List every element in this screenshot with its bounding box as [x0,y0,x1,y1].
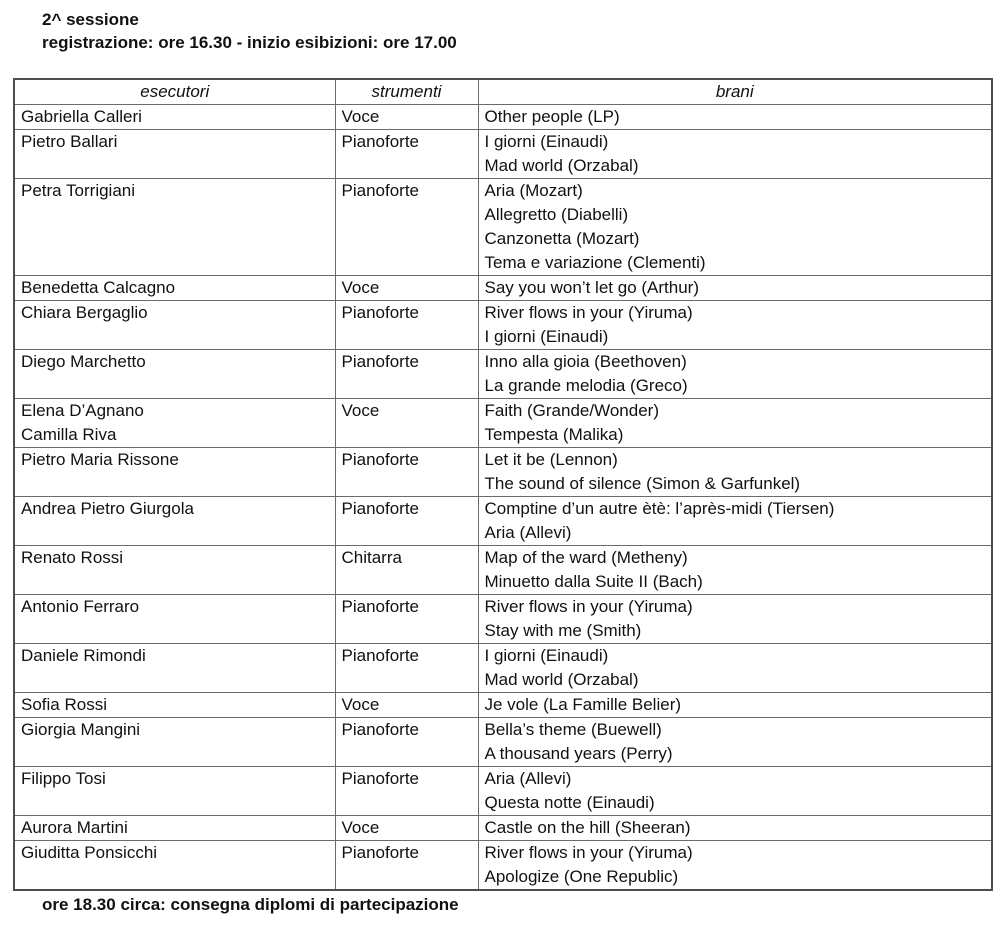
brani-cell: Castle on the hill (Sheeran) [478,816,992,841]
esecutori-cell: Chiara Bergaglio [14,301,335,350]
column-header-strumenti: strumenti [335,79,478,105]
brani-cell: Map of the ward (Metheny) Minuetto dalla Suite II (Bach) [478,546,992,595]
table-row [14,595,992,644]
esecutori-cell: Renato Rossi [14,546,335,595]
strumenti-cell: Pianoforte [335,718,478,767]
strumenti-cell: Voce [335,276,478,301]
header-row [14,79,992,105]
esecutori-cell: Benedetta Calcagno [14,276,335,301]
brani-cell: River flows in your (Yiruma) Stay with me (Smith) [478,595,992,644]
esecutori-cell: Aurora Martini [14,816,335,841]
strumenti-cell: Pianoforte [335,448,478,497]
esecutori-cell: Giuditta Ponsicchi [14,841,335,891]
page-header [42,8,457,54]
strumenti-cell: Pianoforte [335,130,478,179]
strumenti-cell: Pianoforte [335,841,478,891]
table-row [14,105,992,130]
strumenti-cell: Pianoforte [335,497,478,546]
esecutori-cell: Diego Marchetto [14,350,335,399]
table-row [14,497,992,546]
esecutori-cell: Gabriella Calleri [14,105,335,130]
table-row [14,644,992,693]
brani-cell: I giorni (Einaudi) Mad world (Orzabal) [478,644,992,693]
brani-cell: I giorni (Einaudi) Mad world (Orzabal) [478,130,992,179]
strumenti-cell: Voce [335,399,478,448]
strumenti-cell: Pianoforte [335,644,478,693]
table-row [14,816,992,841]
table-row [14,130,992,179]
brani-cell: Other people (LP) [478,105,992,130]
column-header-esecutori: esecutori [14,79,335,105]
strumenti-cell: Pianoforte [335,595,478,644]
brani-cell: River flows in your (Yiruma) Apologize (One Republic) [478,841,992,891]
table-row [14,350,992,399]
brani-cell: Inno alla gioia (Beethoven) La grande melodia (Greco) [478,350,992,399]
brani-cell: Je vole (La Famille Belier) [478,693,992,718]
esecutori-cell: Giorgia Mangini [14,718,335,767]
strumenti-cell: Voce [335,816,478,841]
brani-cell: Say you won’t let go (Arthur) [478,276,992,301]
esecutori-cell: Andrea Pietro Giurgola [14,497,335,546]
esecutori-cell: Pietro Ballari [14,130,335,179]
strumenti-cell: Voce [335,693,478,718]
session-program-table [13,78,993,891]
esecutori-cell: Elena D’Agnano Camilla Riva [14,399,335,448]
brani-cell: Aria (Allevi) Questa notte (Einaudi) [478,767,992,816]
table-row [14,767,992,816]
brani-cell: Bella’s theme (Buewell) A thousand years (Perry) [478,718,992,767]
strumenti-cell: Pianoforte [335,350,478,399]
esecutori-cell: Filippo Tosi [14,767,335,816]
brani-cell: Faith (Grande/Wonder) Tempesta (Malika) [478,399,992,448]
esecutori-cell: Sofia Rossi [14,693,335,718]
esecutori-cell: Daniele Rimondi [14,644,335,693]
strumenti-cell: Pianoforte [335,179,478,276]
brani-cell: Let it be (Lennon) The sound of silence (Simon & Garfunkel) [478,448,992,497]
column-header-brani: brani [478,79,992,105]
esecutori-cell: Antonio Ferraro [14,595,335,644]
table-row [14,448,992,497]
brani-cell: Comptine d’un autre ètè: l’après-midi (Tiersen) Aria (Allevi) [478,497,992,546]
brani-cell: River flows in your (Yiruma) I giorni (Einaudi) [478,301,992,350]
session-schedule: registrazione: ore 16.30 - inizio esibizioni: ore 17.00 [42,33,457,52]
table-row [14,399,992,448]
strumenti-cell: Pianoforte [335,767,478,816]
strumenti-cell: Voce [335,105,478,130]
strumenti-cell: Pianoforte [335,301,478,350]
table-row [14,276,992,301]
table-row [14,301,992,350]
table-row [14,693,992,718]
esecutori-cell: Petra Torrigiani [14,179,335,276]
strumenti-cell: Chitarra [335,546,478,595]
esecutori-cell: Pietro Maria Rissone [14,448,335,497]
table-row [14,546,992,595]
brani-cell: Aria (Mozart) Allegretto (Diabelli) Canzonetta (Mozart) Tema e variazione (Clementi) [478,179,992,276]
closing-note: ore 18.30 circa: consegna diplomi di partecipazione [42,895,459,914]
table-row [14,179,992,276]
table-row [14,718,992,767]
session-title: 2^ sessione [42,10,139,29]
table-row [14,841,992,891]
